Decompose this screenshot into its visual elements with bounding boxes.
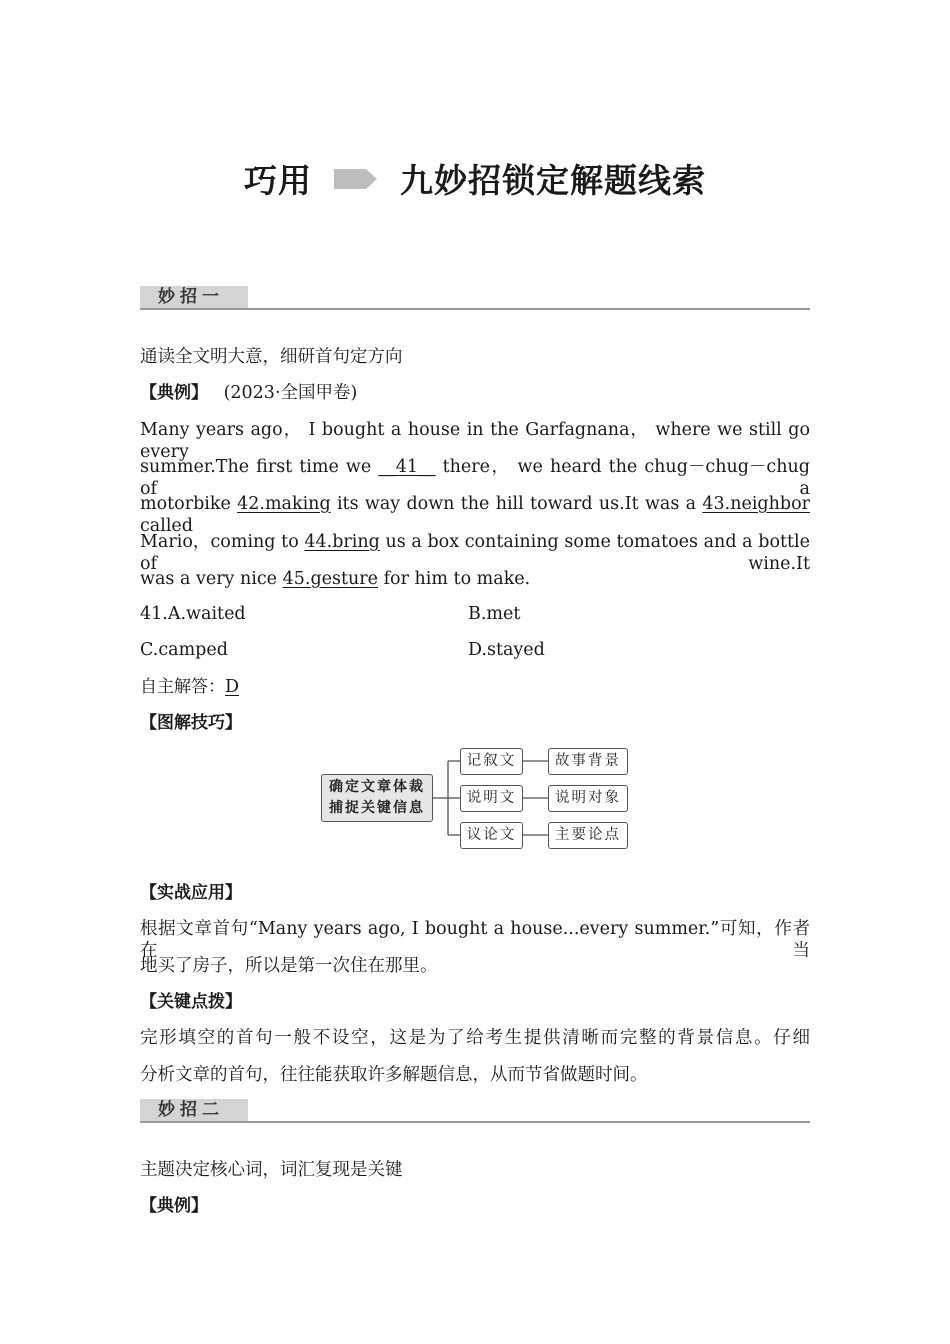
option-a: 41.A.waited [140, 604, 246, 624]
passage-text: there， we heard the chug－chug－chug of a [140, 457, 810, 499]
practice-tag: 【实战应用】 [140, 883, 242, 903]
section-divider [140, 1121, 810, 1123]
diagram-main-line-2: 捕捉关键信息 [329, 800, 425, 816]
section-label: 妙招一 [140, 286, 248, 308]
practice-line-1: 根据文章首句“Many years ago, I bought a house...every summer.”可知，作者在当 [140, 919, 810, 961]
section-header-1 [140, 286, 810, 310]
blank-42: 42.making [237, 494, 331, 514]
option-c: C.camped [140, 640, 228, 660]
diagram-main-box [321, 774, 433, 822]
example-source: (2023·全国甲卷) [223, 383, 358, 403]
passage-text: motorbike [140, 494, 238, 514]
practice-line-2: 地买了房子，所以是第一次住在那里。 [140, 956, 438, 976]
passage-text: its way down the hill toward us.It was a [330, 494, 703, 514]
passage-text: for him to make. [378, 569, 531, 589]
diagram-focus-background: 故事背景 [548, 748, 628, 775]
section-subtitle: 通读全文明大意，细研首句定方向 [140, 347, 403, 367]
diagram-focus-object: 说明对象 [548, 785, 628, 812]
passage-text: summer.The first time we [140, 457, 379, 477]
diagram-focus-argument: 主要论点 [548, 822, 628, 849]
passage-line-5 [140, 568, 810, 590]
diagram-main-line-1: 确定文章体裁 [329, 779, 425, 795]
option-b: B.met [468, 604, 521, 624]
key-line-2: 分析文章的首句，往往能获取许多解题信息，从而节省做题时间。 [140, 1065, 648, 1085]
passage-text: called [140, 516, 193, 536]
section-label: 妙招二 [140, 1099, 248, 1121]
option-d: D.stayed [468, 640, 545, 660]
key-tag: 【关键点拨】 [140, 992, 242, 1012]
section2-example-tag: 【典例】 [140, 1196, 208, 1216]
example-tag: 【典例】 [140, 383, 208, 403]
title-left: 巧用 [244, 161, 312, 200]
blank-43: 43.neighbor [702, 494, 810, 514]
passage-text: us a box containing some tomatoes and a bottle of wine.It [140, 532, 811, 574]
passage-line-1: Many years ago， I bought a house in the Garfagnana， where we still go every [140, 420, 810, 462]
diagram-genre-narrative: 记叙文 [460, 748, 523, 775]
answer-line [140, 676, 810, 698]
diagram-tag: 【图解技巧】 [140, 713, 242, 733]
key-line-1: 完形填空的首句一般不设空，这是为了给考生提供清晰而完整的背景信息。仔细 [140, 1028, 810, 1048]
diagram-genre-argumentative: 议论文 [460, 822, 523, 849]
title-right: 九妙招锁定解题线索 [400, 161, 706, 200]
blank-41: __41__ [378, 457, 436, 477]
section2-subtitle: 主题决定核心词，词汇复现是关键 [140, 1160, 403, 1180]
technique-diagram [320, 745, 632, 855]
example-heading [140, 382, 810, 404]
passage-text: Mario，coming to [140, 532, 305, 552]
diagram-genre-expository: 说明文 [460, 785, 523, 812]
answer-label: 自主解答： [140, 677, 225, 697]
section-header-2 [140, 1099, 810, 1123]
blank-45: 45.gesture [282, 569, 379, 589]
arrow-icon [334, 160, 378, 199]
passage-text: was a very nice [140, 569, 283, 589]
blank-44: 44.bring [304, 532, 380, 552]
answer-value: D [225, 677, 240, 697]
page-title [0, 155, 950, 205]
section-divider [140, 308, 810, 310]
